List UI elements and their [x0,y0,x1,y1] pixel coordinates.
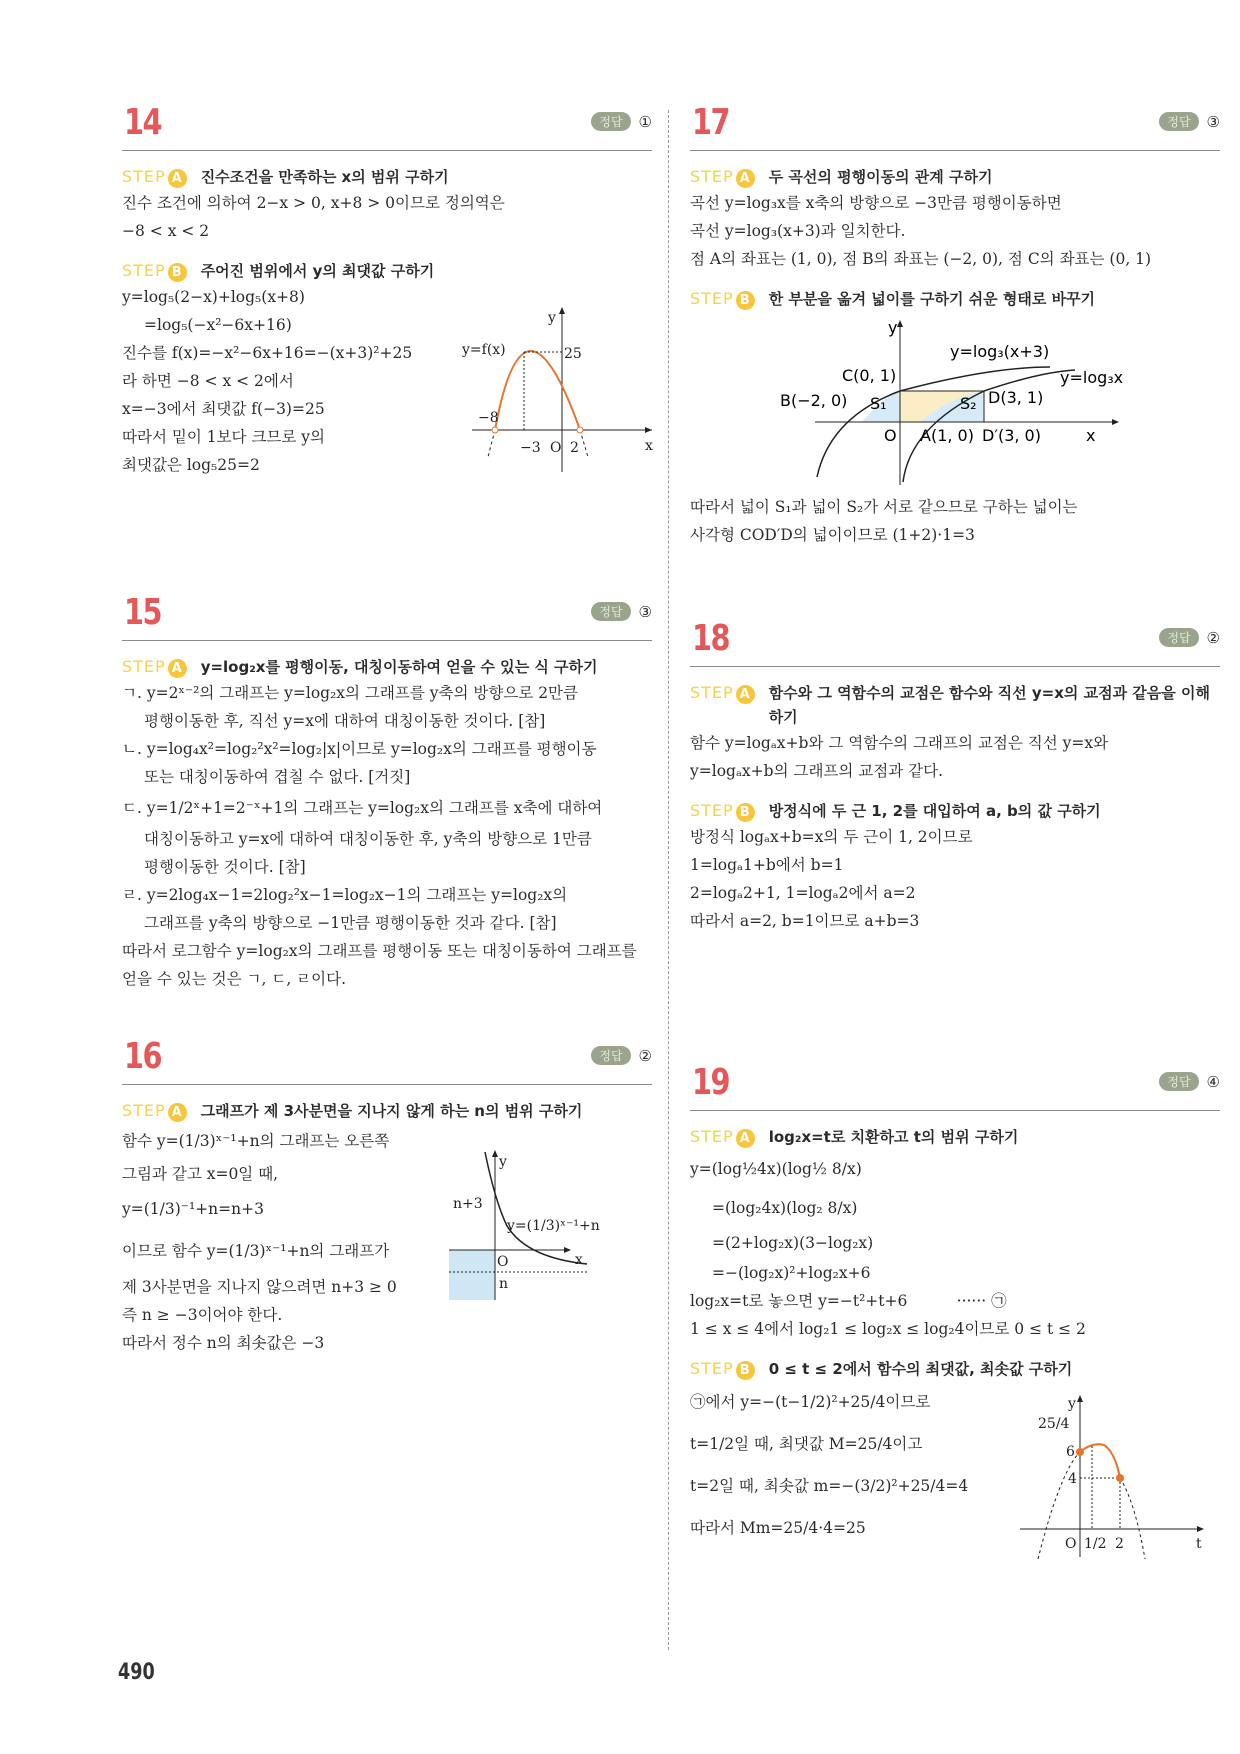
answer [591,1046,652,1065]
text-line: ㄱ. y=2ˣ⁻²의 그래프는 y=log₂x의 그래프를 y축의 방향으로 2만큼 [122,684,579,702]
third-quadrant-shade [449,1250,495,1300]
column-divider [668,110,669,1650]
text-line: 함수 y=(1/3)ˣ⁻¹+n의 그래프는 오른쪽 [122,1132,390,1150]
step-label: STEP A [122,655,187,679]
step-a-heading [690,1125,1220,1149]
answer-badge: 정답 [1159,112,1198,131]
text-line: 또는 대칭이동하여 겹칠 수 없다. [거짓] [144,768,411,786]
svg-text:6: 6 [1066,1444,1075,1460]
answer-badge: 정답 [591,602,630,621]
svg-text:1/2: 1/2 [1084,1536,1107,1552]
page-number: 490 [118,1660,155,1685]
max-label: 25 [564,346,582,362]
step-title: 함수와 그 역함수의 교점은 함수와 직선 y=x의 교점과 같음을 이해하기 [768,684,1210,726]
text-line: 따라서 Mm=25/4·4=25 [690,1519,866,1537]
svg-text:y=log₃(x+3): y=log₃(x+3) [950,342,1050,361]
text-line: t=2일 때, 최솟값 m=−(3/2)²+25/4=4 [690,1477,969,1495]
answer [1159,1072,1220,1091]
text-line: 2=logₐ2+1, 1=logₐ2에서 a=2 [690,884,916,902]
text-line: 따라서 정수 n의 최솟값은 −3 [122,1334,325,1352]
svg-text:D′(3, 0): D′(3, 0) [982,426,1041,445]
step-title: 진수조건을 만족하는 x의 범위 구하기 [200,168,449,186]
step-title: 한 부분을 옮겨 넓이를 구하기 쉬운 형태로 바꾸기 [768,290,1096,308]
text-line: 1 ≤ x ≤ 4에서 log₂1 ≤ log₂x ≤ log₂4이므로 0 ≤ t ≤ 2 [690,1320,1086,1338]
text-line: y=log₅(2−x)+log₅(x+8) [122,288,305,306]
step-title: 방정식에 두 근 1, 2를 대입하여 a, b의 값 구하기 [768,802,1101,820]
step-a-heading [690,165,1220,189]
svg-text:4: 4 [1068,1471,1077,1487]
svg-text:25/4: 25/4 [1038,1416,1070,1432]
answer-badge: 정답 [591,112,630,131]
text-line: 그림과 같고 x=0일 때, [122,1165,279,1183]
text-line: 함수 y=logₐx+b와 그 역함수의 그래프의 교점은 직선 y=x와 [690,734,1109,752]
text-line: 이므로 함수 y=(1/3)ˣ⁻¹+n의 그래프가 [122,1242,390,1260]
text-line: y=(log½4x)(log½ 8/x) [690,1160,862,1178]
origin-label: O [550,440,562,456]
problem-header [690,618,1220,667]
problem-17 [690,102,1220,549]
answer-badge: 정답 [1159,1072,1198,1091]
problem-18 [690,618,1220,935]
problem-number: 17 [692,102,729,143]
text-line: t=1/2일 때, 최댓값 M=25/4이고 [690,1435,923,1453]
problem-19 [690,1062,1220,1552]
answer [591,112,652,131]
problem-14 [122,102,652,479]
quadratic-t-graph [1020,1392,1210,1572]
step-label: STEP B [690,1357,755,1381]
svg-text:y: y [499,1154,507,1170]
step-label: STEP A [122,1099,187,1123]
svg-text:y: y [1068,1396,1076,1412]
step-a-heading [122,655,652,679]
svg-text:S₂: S₂ [960,394,977,413]
text-line: ㄷ. y=1/2ˣ+1=2⁻ˣ+1의 그래프는 y=log₂x의 그래프를 x축에 대하여 [122,799,603,817]
svg-text:x: x [575,1252,583,1268]
step-label: STEP B [690,799,755,823]
svg-text:C(0, 1): C(0, 1) [842,366,897,385]
text-line: ㄹ. y=2log₄x−1=2log₂²x−1=log₂x−1의 그래프는 y=log₂x의 [122,886,568,904]
text-line: ㄴ. y=log₄x²=log₂²x²=log₂|x|이므로 y=log₂x의 그래프를 평행이동 [122,740,597,758]
text-line: 평행이동한 후, 직선 y=x에 대하여 대칭이동한 것이다. [참] [144,712,546,730]
parabola-graph [462,302,662,472]
log-curves-graph [770,317,1150,487]
svg-text:y: y [888,318,898,337]
text-line: −8 < x < 2 [122,222,210,240]
text-line: 진수 조건에 의하여 2−x > 0, x+8 > 0이므로 정의역은 [122,194,505,212]
text-line: 평행이동한 것이다. [참] [144,858,306,876]
text-line: y=logₐx+b의 그래프의 교점과 같다. [690,762,944,780]
parabola-curve [495,351,580,430]
answer-badge: 정답 [1159,628,1198,647]
text-line: log₂x=t로 놓으면 y=−t²+t+6 ······ ㉠ [690,1292,1007,1310]
answer-value: ③ [1206,112,1220,131]
step-a-heading [122,165,652,189]
problem-header [690,1062,1220,1111]
step-title: 두 곡선의 평행이동의 관계 구하기 [768,168,993,186]
step-b-heading [690,287,1220,311]
problem-16 [122,1036,652,1357]
problem-number: 14 [124,102,161,143]
svg-text:D(3, 1): D(3, 1) [988,388,1044,407]
step-title: 0 ≤ t ≤ 2에서 함수의 최댓값, 최솟값 구하기 [768,1360,1073,1378]
text-line: 즉 n ≥ −3이어야 한다. [122,1306,283,1324]
answer-value: ④ [1206,1072,1220,1091]
step-title: log₂x=t로 치환하고 t의 범위 구하기 [768,1128,1019,1146]
svg-text:A(1, 0): A(1, 0) [920,426,974,445]
answer-value: ② [638,1046,652,1065]
step-label: STEP A [690,165,755,189]
svg-text:y=log₃x: y=log₃x [1060,368,1124,387]
step-b-heading [690,799,1220,823]
step-label: STEP B [122,259,187,283]
answer-badge: 정답 [591,1046,630,1065]
text-line: 사각형 COD′D의 넓이이므로 (1+2)·1=3 [690,526,975,544]
problem-number: 19 [692,1062,729,1103]
problem-header [122,592,652,641]
text-line: 1=logₐ1+b에서 b=1 [690,856,844,874]
step-a-heading [122,1099,652,1123]
svg-text:B(−2, 0): B(−2, 0) [780,391,848,410]
answer [1159,628,1220,647]
answer-value: ① [638,112,652,131]
tick-label: 2 [570,440,579,456]
text-line: 진수를 f(x)=−x²−6x+16=−(x+3)²+25 [122,344,413,362]
text-line: 방정식 logₐx+b=x의 두 근이 1, 2이므로 [690,828,973,846]
svg-text:2: 2 [1115,1536,1124,1552]
step-title: y=log₂x를 평행이동, 대칭이동하여 얻을 수 있는 식 구하기 [200,658,598,676]
step-label: STEP A [122,165,187,189]
svg-text:x: x [1086,426,1096,445]
step-title: 그래프가 제 3사분면을 지나지 않게 하는 n의 범위 구하기 [200,1102,583,1120]
curve-segment [1080,1444,1120,1478]
problem-header [690,102,1220,151]
svg-text:n: n [499,1276,509,1292]
text-line: 따라서 넓이 S₁과 넓이 S₂가 서로 같으므로 구하는 넓이는 [690,498,1078,516]
problem-number: 16 [124,1036,161,1077]
step-label: STEP A [690,681,755,705]
text-line: 따라서 로그함수 y=log₂x의 그래프를 평행이동 또는 대칭이동하여 그래프를 [122,942,637,960]
text-line: 대칭이동하고 y=x에 대하여 대칭이동한 후, y축의 방향으로 1만큼 [144,830,592,848]
text-line: ㉠에서 y=−(t−1/2)²+25/4이므로 [690,1393,931,1411]
text-line: =(2+log₂x)(3−log₂x) [712,1234,874,1252]
text-line: =(log₂4x)(log₂ 8/x) [712,1199,858,1217]
step-a-heading [690,681,1220,729]
y-label: y [548,310,556,326]
answer-value: ③ [638,602,652,621]
problem-header [122,102,652,151]
text-line: 라 하면 −8 < x < 2에서 [122,372,294,390]
tick-label: −3 [520,440,541,456]
tick-label: −8 [478,410,499,426]
svg-text:n+3: n+3 [453,1196,483,1212]
svg-text:O: O [497,1254,509,1270]
step-title: 주어진 범위에서 y의 최댓값 구하기 [200,262,435,280]
text-line: =log₅(−x²−6x+16) [144,316,292,334]
svg-text:O: O [884,426,897,445]
answer-value: ② [1206,628,1220,647]
svg-text:O: O [1065,1536,1077,1552]
problem-number: 15 [124,592,161,633]
svg-text:y=(1/3)ˣ⁻¹+n: y=(1/3)ˣ⁻¹+n [507,1218,600,1234]
text-line: 최댓값은 log₅25=2 [122,456,260,474]
text-line: 따라서 a=2, b=1이므로 a+b=3 [690,912,920,930]
text-line: 제 3사분면을 지나지 않으려면 n+3 ≥ 0 [122,1278,397,1296]
problem-number: 18 [692,618,729,659]
exponential-graph [447,1146,647,1306]
text-line: 따라서 밑이 1보다 크므로 y의 [122,428,326,446]
x-label: x [645,438,653,454]
svg-text:S₁: S₁ [870,394,887,413]
step-label: STEP A [690,1125,755,1149]
step-label: STEP B [690,287,755,311]
answer [1159,112,1220,131]
problem-15 [122,592,652,993]
problem-header [122,1036,652,1085]
answer [591,602,652,621]
text-line: y=(1/3)⁻¹+n=n+3 [122,1200,264,1218]
text-line: x=−3에서 최댓값 f(−3)=25 [122,400,325,418]
curve-label: y=f(x) [462,342,506,358]
text-line: 그래프를 y축의 방향으로 −1만큼 평행이동한 것과 같다. [참] [144,914,557,932]
step-b-heading [122,259,652,283]
text-line: 얻을 수 있는 것은 ㄱ, ㄷ, ㄹ이다. [122,970,347,988]
step-b-heading [690,1357,1220,1381]
svg-text:t: t [1196,1536,1202,1552]
text-line: 곡선 y=log₃(x+3)과 일치한다. [690,222,906,240]
text-line: 점 A의 좌표는 (1, 0), 점 B의 좌표는 (−2, 0), 점 C의 좌표는 (0, 1) [690,250,1152,268]
text-line: 곡선 y=log₃x를 x축의 방향으로 −3만큼 평행이동하면 [690,194,1062,212]
text-line: =−(log₂x)²+log₂x+6 [712,1264,871,1282]
